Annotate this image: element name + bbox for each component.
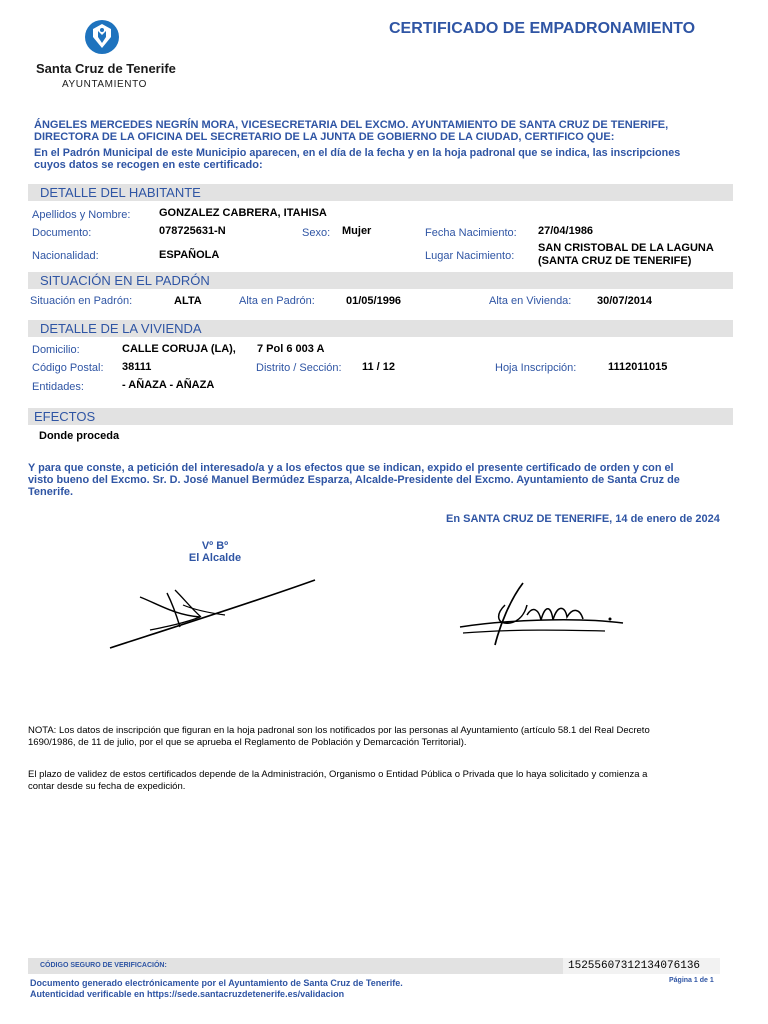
section-padron [28,272,733,289]
nacionalidad-label: Nacionalidad: [32,250,99,262]
situacion-label: Situación en Padrón: [30,295,133,307]
entidades-value: - AÑAZA - AÑAZA [122,379,215,391]
entidades-label: Entidades: [32,381,84,393]
csv-value: 15255607312134076136 [568,960,701,972]
lugar-nacimiento-value-1: SAN CRISTOBAL DE LA LAGUNA [538,242,714,254]
logo-name: Santa Cruz de Tenerife [36,61,176,76]
apellidos-value: GONZALEZ CABRERA, ITAHISA [159,207,327,219]
plazo-line-2: contar desde su fecha de expedición. [28,781,186,792]
section-efectos-title: EFECTOS [34,409,96,424]
document-title: CERTIFICADO DE EMPADRONAMIENTO [389,20,696,37]
closing-line-1: Y para que conste, a petición del interesado/a y a los efectos que se indican, expido el presente certificado de orden y con el [28,462,674,474]
csv-value-box [563,958,720,974]
documento-value: 078725631-N [159,225,226,237]
domicilio-value: CALLE CORUJA (LA), [122,343,236,355]
lugar-nacimiento-label: Lugar Nacimiento: [425,250,515,262]
domicilio-label: Domicilio: [32,344,80,356]
codigo-postal-label: Código Postal: [32,362,104,374]
fecha-nacimiento-value: 27/04/1986 [538,225,594,237]
sexo-value: Mujer [342,225,372,237]
page-number: Página 1 de 1 [669,977,714,984]
situacion-value: ALTA [174,295,202,307]
efectos-value: Donde proceda [39,430,120,442]
section-padron-title: SITUACIÓN EN EL PADRÓN [40,273,210,288]
alta-padron-value: 01/05/1996 [346,295,402,307]
intro-line-2: DIRECTORA DE LA OFICINA DEL SECRETARIO DE LA JUNTA DE GOBIERNO DE LA CIUDAD, CERTIFICO QUE: [34,131,615,143]
section-vivienda-title: DETALLE DE LA VIVIENDA [40,321,202,336]
mayor-signature-icon [105,575,320,655]
hoja-inscripcion-label: Hoja Inscripción: [495,362,577,374]
alta-vivienda-value: 30/07/2014 [597,295,653,307]
domicilio-number: 7 Pol 6 003 A [257,343,325,355]
fecha-nacimiento-label: Fecha Nacimiento: [425,227,517,239]
lugar-nacimiento-value-2: (SANTA CRUZ DE TENERIFE) [538,255,692,267]
plazo-line-1: El plazo de validez de estos certificados depende de la Administración, Organismo o Entidad Pública o Privada que lo haya solicitado y comienza a [28,769,648,780]
apellidos-label: Apellidos y Nombre: [32,209,131,221]
logo-subtitle: AYUNTAMIENTO [62,79,147,90]
place-date: En SANTA CRUZ DE TENERIFE, 14 de enero de 2024 [446,513,720,525]
visto-bueno-label: Vº Bº [201,540,229,552]
csv-label: CÓDIGO SEGURO DE VERIFICACIÓN: [40,962,167,969]
section-vivienda [28,320,733,337]
distrito-value: 11 / 12 [362,361,396,373]
section-habitante-title: DETALLE DEL HABITANTE [40,185,201,200]
footer-doc-line-1: Documento generado electrónicamente por el Ayuntamiento de Santa Cruz de Tenerife. [30,978,403,988]
closing-line-3: Tenerife. [28,486,74,498]
footer-doc-line-2: Autenticidad verificable en https://sede.santacruzdetenerife.es/validacion [30,989,345,999]
documento-label: Documento: [32,227,92,239]
nacionalidad-value: ESPAÑOLA [159,249,220,261]
alta-vivienda-label: Alta en Vivienda: [489,295,572,307]
intro-line-3: En el Padrón Municipal de este Municipio aparecen, en el día de la fecha y en la hoja padronal que se indica, las inscripciones [34,147,681,159]
distrito-label: Distrito / Sección: [256,362,342,374]
section-habitante [28,184,733,201]
closing-line-2: visto bueno del Excmo. Sr. D. José Manuel Bermúdez Esparza, Alcalde-Presidente del Excmo. Ayuntamiento de Santa Cruz de [28,474,680,486]
secretary-signature-icon [455,575,630,655]
nota-line-2: 1690/1986, de 11 de julio, por el que se aprueba el Reglamento de Población y Demarcación Territorial). [28,737,467,748]
sexo-label: Sexo: [302,227,331,239]
alcalde-label: El Alcalde [188,552,242,564]
intro-line-4: cuyos datos se recogen en este certificado: [34,159,263,171]
section-efectos [28,408,733,425]
hoja-inscripcion-value: 1112011015 [608,361,668,373]
intro-line-1: ÁNGELES MERCEDES NEGRÍN MORA, VICESECRETARIA DEL EXCMO. AYUNTAMIENTO DE SANTA CRUZ DE TENERIFE, [34,119,669,131]
nota-line-1: NOTA: Los datos de inscripción que figuran en la hoja padronal son los notificados por las personas al Ayuntamiento (artículo 58.1 del Real Decreto [28,725,650,736]
city-logo-icon [84,18,120,56]
alta-padron-label: Alta en Padrón: [239,295,315,307]
codigo-postal-value: 38111 [122,361,152,373]
